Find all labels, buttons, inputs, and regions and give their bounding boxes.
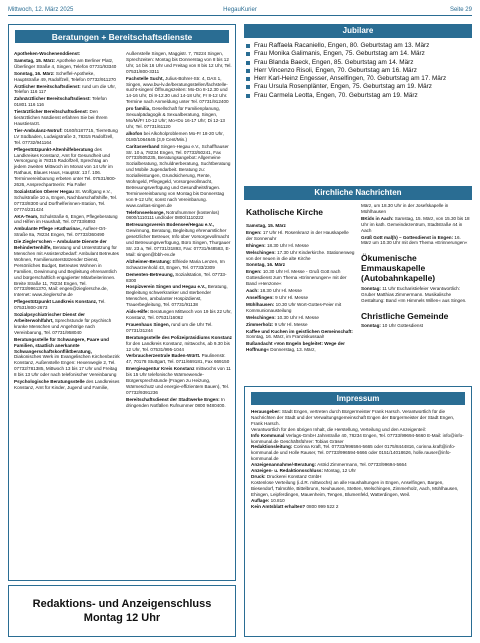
- beratung-entry: [126, 222, 232, 257]
- beratung-entry: [126, 284, 232, 308]
- beratung-entry-text: Sozialstation, Tel. 07733-8300: [126, 271, 227, 283]
- beratung-entry-label: Telefonseelsorge,: [126, 209, 165, 215]
- beratung-entry-label: Sonntag, 16. März:: [14, 70, 55, 76]
- emmauskapelle-heading: Ökumenische Emmauskapelle (Autobahnkapelle): [361, 253, 436, 284]
- beratung-entry-text: In dringenden Notfällen Rufnummer 0800 9480400.: [126, 396, 226, 408]
- beratung-entry: [14, 71, 120, 83]
- emmaus-entry-label: Sonntag:: [361, 286, 381, 292]
- beratung-entry: [14, 189, 120, 213]
- kirche-entry-label: Kaffee und Kuchen im geistlichen Gemeinschaft:: [246, 328, 353, 334]
- impressum-entry-text: 10.810: [270, 497, 285, 503]
- impressum-entry-text: Kostenlose Verteilung (i.d.R. mittwochs) an alle Haushaltungen in Engen, Anselfingen, Bargen, Biesendorf, Talmühle, Bittelbrunn, Neuhausen, Stetten, Welschingen, Zimmerholz, Aach, Mühlhausen, Ehingen, Leipferdingen, Mauenheim, Tengen, Blumenfeld, Watterdingen, Weil.: [251, 479, 459, 497]
- kirche-entry-text: 16. März um 10.30 Uhr mit dem Thema »Erinnerungen«: [361, 234, 468, 246]
- beratung-entry-text: St. Wolfgang e.V., Schulstraße 10 a, Engen, Nachbarschaftshilfe, Tel. 07733/8300 und Dorfhelferinnen-Station, Tel. 07774/231424: [14, 188, 118, 212]
- beratung-entry-text: des Landkreises Konstanz, Amt für Gesundheit und Versorgung in 78315 Radolfzell, Sprechtag an jedem zweiten Mittwoch im Monat von 14 Uhr im Rathaus, Blaues Haus, Hauptstr. 13 f. 106. Terminvereinbarung erbeten unter Tel. 07531/800-2626, Ansprechpartnerin: Pia Faller: [14, 146, 117, 188]
- beratung-entry: [14, 96, 120, 108]
- beratung-entry-label: Verbraucherzentrale Baden-Württ.: [126, 353, 201, 359]
- impressum-entry: [251, 444, 465, 462]
- kirche-entry: [246, 269, 356, 287]
- redaktionsschluss-line-1: Redaktions- und Anzeigenschluss: [32, 598, 212, 610]
- impressum-entry-text: Stadt Engen, vertreten durch Bürgermeister Frank Harsch. Verantwortlich für die Nachrichten der Stadt und der Verwaltungsgemeinschaft Engen der Bürgermeister der Stadt Engen, Frank Harsch.: [251, 409, 455, 426]
- beratung-entry: [14, 128, 120, 146]
- beratung-entry: [14, 226, 120, 238]
- kirche-entry-label: Engen:: [246, 229, 262, 235]
- kirche-entry-label: BKids in Aach:: [361, 215, 394, 221]
- beratung-title: Beratungen + Bereitschaftsdienste: [15, 30, 229, 43]
- kirche-entry-text: 17.30 Uhr Kinderkirche. Stationenweg von der neuen in die alte Kirche: [246, 249, 355, 261]
- kirche-entry: [246, 288, 356, 294]
- beratung-entry-text: Julius-Bührer-Str. 4, DAS 1, Singen, www.bw-lv.de/beratungsstellen/fachstelle-sucht-singen/ Öffnungszeiten: Mo-Do 8-12.30 und 14-16 Uhr, Di 8-12.30 und 14-18 Uhr, Fr 8-12 Uhr. Termine nach Anmeldung unter Tel. 07731/912400: [126, 75, 229, 105]
- beratung-entry-text: Beratung, Begleitung schwerkranker und sterbender Menschen, ambulanter Hospizdienst, Trauerbegleitung, Tel. 07731/91138: [126, 284, 228, 308]
- kirche-entry: [246, 322, 356, 328]
- kirche-entry-label: Samstag, 15. März: [246, 223, 286, 228]
- kirche-entry: [361, 203, 472, 215]
- beratung-entry: [14, 239, 120, 298]
- beratung-entry-label: Hospizverein Singen und Hegau e.V.,: [126, 284, 207, 290]
- beratung-entry: [14, 58, 120, 70]
- beratung-entry: [14, 337, 120, 378]
- beratung-entry-label: Samstag, 15. März:: [14, 57, 56, 63]
- impressum-entry-label: Anzeigen- u. Redaktionsschluss:: [251, 468, 323, 474]
- redaktionsschluss-line-2: Montag 12 Uhr: [83, 612, 161, 624]
- christliche-gemeinde-list: [361, 323, 472, 329]
- kirche-entry: [246, 295, 356, 301]
- beratung-entry: [126, 76, 232, 106]
- beratung-entry-label: Ärztlicher Bereitschaftsdienst:: [14, 83, 81, 89]
- impressum-entry: [251, 409, 465, 427]
- kirche-entry-text: Sonntag, 16. März, im Franziskussaal!: [246, 334, 325, 340]
- beratung-entry: [126, 106, 232, 130]
- beratung-entry-text: rund um die Uhr, Telefon 116 117: [14, 83, 116, 95]
- beratung-entry: [14, 312, 120, 336]
- beratung-entry-label: Caritasverband: [126, 143, 160, 149]
- beratung-entry: [14, 109, 120, 127]
- beratung-entry-text: Gesellschaft für Familienplanung, Sexualpädagogik & Sexualberatung, Singen, Mo/Mi/Fr 10-12 Uhr; Mo+Do 16-17 Uhr; Di 12-13 Uhr, Tel. 07731/61120: [126, 106, 225, 129]
- beratung-entry: [126, 259, 232, 271]
- kirche-column-left: [246, 207, 356, 354]
- gemeinde-entry: [361, 323, 472, 329]
- kirche-entry-label: Anselfingen:: [246, 294, 274, 300]
- beratung-entry: [14, 51, 120, 57]
- beratung-entry-label: Betreuungsverein Bodensee/Hegau e.V.,: [126, 222, 214, 228]
- kirche-entry: [246, 243, 356, 249]
- kirche-entry-label: Welschingen:: [246, 249, 276, 255]
- beratung-entry: [126, 144, 232, 209]
- beratung-entry: [126, 309, 232, 321]
- impressum-entry-label: Auflage:: [251, 497, 270, 503]
- kirche-entry-text: 10.30 Uhr Hl. Messe - Gruß Gott nach Gottesdienst zum Thema »Erinnerungen« mit der Band »Henzone«: [246, 269, 347, 287]
- beratung-entry: [14, 214, 120, 226]
- kirche-entry-text: 9 Uhr Hl. Messe: [275, 294, 309, 300]
- kirche-entry-text: 18.30 Uhr Hl. Messe: [266, 242, 309, 248]
- kirche-entry: [246, 262, 356, 268]
- beratung-entry: [126, 272, 232, 284]
- kirche-entry-text: Donnerstag, 13. März,: [270, 347, 316, 353]
- gemeinde-entry-text: 10 Uhr Gottesdienst: [382, 323, 424, 329]
- kirche-entry-text: 18.30 Uhr Hl. Messe: [260, 288, 302, 294]
- impressum-box: [244, 386, 472, 637]
- beratung-entry-text: Den tierärztlichen Notdienst erfahren Sie bei Ihrem Haustierarzt.: [14, 109, 108, 126]
- impressum-entry: [251, 433, 465, 445]
- beratung-entry-text: Tel. 07531/800-2673: [14, 299, 106, 311]
- beratung-entry-text: des Landkreises Konstanz, Amt für Kinder, Jugend und Familie,: [14, 379, 120, 390]
- beratung-entry-text: Singen-Hegau e.V., Schaffhauser Str. 10 a, 78234 Engen, Tel. 07733/50241, Fax 07733/505235, Beratungsangebot: Allgemeine Sozialberatung, Schuldnerberatung, Suchtberatung und Mobile Jugendarbeit. Beratung zu: Sozialleistungen, Grundsicherung, Rente, Wohngeld, Pflegegeld, Vorsorgevollmacht, Betreuungsverfügung und Gesundheitsfragen. Terminvereinbarung von Montag bis Donnerstag von 9-12 Uhr, sonst nach Vereinbarung. www.caritas-singen.de: [126, 143, 231, 208]
- kirche-entry-label: Engen:: [246, 269, 262, 275]
- impressum-entry-label: Info Kommunal: [251, 432, 285, 438]
- impressum-entry-text: Verantwortlich für den übrigen Inhalt, die Herstellung, Verteilung und den Anzeigenteil:: [251, 426, 426, 432]
- beratung-entry-text: bei Alkoholproblemen Mo-Fr 18-20 Uhr, 0180/1064645 (3,9 Cent/Min.): [126, 130, 224, 142]
- impressum-entry-text: 0800 999 522 2: [306, 503, 339, 509]
- kirche-entry-text: 17 Uhr Hl. Rosenkranz in der Hauskapelle der Sonnenuhr: [246, 229, 349, 241]
- kirche-column-right: [361, 203, 472, 330]
- beratung-entry-label: Pflegestützpunkt Landkreis Konstanz,: [14, 299, 98, 305]
- kirche-entry: [246, 315, 356, 321]
- impressum-entry-label: Kein Amtsblatt erhalten?: [251, 503, 306, 509]
- kirche-right-list: [361, 203, 472, 246]
- emmaus-entry: [361, 286, 472, 304]
- kirche-entry-label: Grüß Gott mal(h) – Gottesdienst in Engen:: [361, 234, 454, 240]
- beratung-column-1: [14, 51, 120, 392]
- page-number: Seite 29: [449, 7, 472, 13]
- beratung-entry: [126, 397, 232, 409]
- gemeinde-entry-label: Sonntag:: [361, 323, 381, 329]
- page-header: [8, 6, 472, 16]
- beratung-entry-text: Aufleer-Ort-Straße 8a, 78234 Engen, Tel. 07733/360490: [14, 226, 107, 238]
- emmauskapelle-list: [361, 286, 472, 304]
- kirche-entry-label: Welschingen:: [246, 314, 276, 320]
- paper-name: HegauKurier: [223, 7, 257, 13]
- kirche-entry: [246, 230, 356, 242]
- beratung-entry-label: Bereitschaftsdienst der Stadtwerke Engen:: [126, 396, 220, 402]
- beratung-entry-label: Fachstelle Sucht,: [126, 75, 164, 81]
- katholische-kirche-heading: Katholische Kirche: [246, 207, 323, 217]
- kirche-entry: [246, 302, 356, 314]
- impressum-entry-text: Montag, 12 Uhr: [324, 468, 356, 474]
- kirche-entry-text: 10.30 Uhr Hl. Messe: [277, 314, 319, 320]
- beratung-entry-label: Tier-Ambulanz-Notruf:: [14, 127, 63, 133]
- beratung-entry: [126, 322, 232, 334]
- beratung-entry-text: Notrufnummer (kostenlos) 0800/1110111 und/oder 0800/1110222: [126, 209, 220, 221]
- beratung-entry-label: Alzheimer-Beratung:: [126, 258, 172, 264]
- beratung-entry-text: Gewinnung, Beratung, Begleitung ehrenamtlicher gesetzlicher Betreuer, Info über Vorsorgevollmacht und Betreuungsverfügung, Büro Singen, Thurgauer Str. 23 a, Tel. 07731/31893, Fax: 07731/948583, E-Mail: singen@bbh-ev.de: [126, 228, 231, 257]
- impressum-entry: [251, 480, 465, 498]
- kirche-entry-text: 10.30 Uhr Wort-Gottes-Feier mit Kommunionausteilung: [246, 301, 342, 313]
- christliche-gemeinde-heading: Christliche Gemeinde: [361, 311, 449, 322]
- issue-date: Mittwoch, 12. März 2025: [8, 7, 74, 13]
- beratung-entry-text: Elfriede Maria Lenzen, Im Schwarzenhold 43, Engen, Tel. 07733/2309: [126, 258, 225, 270]
- beratung-entry-label: Aids-Hilfe:: [126, 309, 149, 315]
- beratung-entry: [14, 379, 120, 391]
- beratung-entry: [126, 335, 232, 353]
- redaktionsschluss-box: [8, 585, 236, 637]
- impressum-entry-label: Anzeigenannahme/-Beratung:: [251, 462, 317, 468]
- beratung-entry: [126, 353, 232, 365]
- beratung-entry-text: Schulstraße 6, Engen, Pflegeberatung und Hilfen im Haushalt, Tel. 07733/6893: [14, 213, 118, 225]
- jubilar-item: Frau Blanda Baeck, Engen, 85. Geburtstag am 14. März: [246, 59, 472, 67]
- kirche-entry: [361, 216, 472, 234]
- impressum-title: Impressum: [251, 392, 465, 405]
- kirche-entry-text: Samstag, 15. März, von 15.30 bis 18 Uhr im kath. Gemeindezentrum, Stadtstraße 44 in Aach: [361, 215, 470, 233]
- beratung-entry-label: Beratungsstelle für Schwangere, Paare und Familien, staatlich anerkannte Schwangerschaftskonfliktberatung,: [14, 336, 109, 354]
- beratung-entry-label: pro familia,: [126, 106, 151, 112]
- impressum-text: [251, 409, 465, 509]
- jubilar-item: Frau Ursula Rosenplänter, Engen, 75. Geburtstag am 19. März: [246, 83, 472, 91]
- impressum-entry: [251, 504, 465, 510]
- beratung-entry: [126, 51, 232, 75]
- beratung-entry-label: Sozialpsychiatrischer Dienst der Arbeiterwohlfahrt,: [14, 312, 85, 323]
- kirche-entry: [246, 329, 356, 341]
- beratung-box: [8, 24, 236, 581]
- jubilare-title: Jubilare: [244, 24, 472, 38]
- beratung-entry-label: Psychologische Beratungsstelle: [14, 379, 85, 385]
- kirche-entry-label: Ehingen:: [246, 242, 266, 248]
- beratung-entry-label: Energieagentur Kreis Konstanz: [126, 366, 195, 372]
- beratung-entry-label: Tierärztlicher Bereitschaftsdienst:: [14, 109, 89, 115]
- beratung-entry-label: Beratungsstelle des Polizeipräsidiums Konstanz: [126, 334, 232, 340]
- impressum-entry-text: Verlags-GmbH Jahnstraße 40, 78234 Engen, Tel. 07733/99694-5660 E-Mail: info@info-kommunal.de Geschäftsführer: Tobias Gräser: [251, 432, 464, 444]
- beratung-entry: [126, 131, 232, 143]
- kirche-entry-text: 9 Uhr Hl. Messe: [274, 321, 308, 327]
- kirche-entry-label: Aach:: [246, 288, 259, 294]
- kirche-entry-label: Zimmerholz:: [246, 321, 274, 327]
- beratung-entry-text: Paulinenstr. 47, 70178 Stuttgart, Tel. 0711/669181, Fax 669150: [126, 353, 230, 365]
- beratung-entry-text: Außenstelle Singen, Maggistr. 7, 78224 Singen, Sprechzeiten: Montag bis Donnerstag von 8 bis 12 Uhr, 14 bis 16 Uhr und Freitag von 8 bis 12 Uhr, Tel. 07531/800-3311: [126, 51, 232, 74]
- beratung-entry-text: mittwochs von 11 bis 15 Uhr telefonische Wärmewende-Bürgersprechstunde (Fragen zu Heizung, Wärmeschutz und energie-effizientem Bauen), Tel. 07732/9391236: [126, 366, 231, 395]
- impressum-entry-text: Astrid Zimmermann, Tel. 07733/99694-5664: [317, 462, 407, 468]
- beratung-entry-text: für den Landkreis Konstanz, mittwochs, ab 9.30 bis 12 Uhr, Tel. 07531/995-1044: [126, 340, 230, 352]
- beratung-column-2: [126, 51, 232, 410]
- impressum-entry-label: Herausgeber:: [251, 409, 281, 414]
- beratung-entry-label: Ambulante Pflege »Katharina«,: [14, 226, 82, 232]
- beratung-entry-label: AKA-Team,: [14, 213, 39, 219]
- beratung-entry: [14, 147, 120, 188]
- beratung-entry-text: Sprechstunde für psychisch kranke Menschen und Angehörige nach Vereinbarung, Tel. 07731/958040: [14, 317, 112, 335]
- beratung-entry-text: Scheffel-Apotheke, Hauptstraße 49, Radolfzell, Telefon 07732/911270: [14, 70, 116, 82]
- jubilar-item: Frau Raffaela Racaniello, Engen, 80. Geburtstag am 13. März: [246, 42, 472, 50]
- beratung-entry: [14, 299, 120, 311]
- beratung-entry-label: Frauenhaus Singen,: [126, 321, 170, 327]
- beratung-entry-label: Apotheken-Wochenenddienst:: [14, 51, 81, 56]
- kirche-entry: [246, 341, 356, 353]
- kirche-title: Kirchliche Nachrichten: [244, 186, 472, 200]
- beratung-entry-text: Telefon 01801 116 116: [14, 96, 107, 108]
- beratung-entry: [14, 84, 120, 96]
- impressum-entry-label: Druck:: [251, 473, 266, 479]
- jubilar-item: Herr Vincenzo Risoli, Engen, 70. Geburtstag am 16. März: [246, 67, 472, 75]
- kirche-entry: [361, 235, 472, 247]
- beratung-entry-text: 0160/5187715, Tierrettung LV Südbaden, Ludwigstraße 3, 78315 Radolfzell, Tel. 07732/941164: [14, 127, 118, 145]
- jubilare-list: [246, 42, 472, 100]
- beratung-entry-label: Zahnärztlicher Bereitschaftsdienst:: [14, 96, 91, 102]
- jubilar-item: Herr Karl-Heinz Engesser, Anselfingen, 70. Geburtstag am 17. März: [246, 75, 472, 83]
- impressum-entry-label: Redaktionsleitung:: [251, 444, 293, 450]
- beratung-entry-text: rund um die Uhr Tel. 07731/31244: [126, 321, 213, 333]
- kirche-entry: [246, 250, 356, 262]
- beratung-entry-text: Apotheke am Berliner Platz, Überlinger Straße 4, Singen, Telefon 07731/93340: [14, 57, 117, 69]
- impressum-entry-text: Corinna Kraft, Tel. 07733/996594-5665 oder 0175/8444816, corinna.kraft@info-kommunal.de und Holle Rauser, Tel. 07733/996594-5666 oder 0151/14018626, holle.rauser@info-kommunal.de: [251, 444, 456, 462]
- beratung-entry: [126, 366, 232, 396]
- beratung-entry-label: Dementen-Betreuung,: [126, 271, 174, 277]
- kirche-entry: [246, 223, 356, 229]
- kirche-entry-label: Sonntag, 16. März: [246, 262, 286, 268]
- katholische-kirche-list: [246, 223, 356, 353]
- beratung-entry-label: Sozialstation Oberer Hegau: [14, 188, 74, 194]
- beratung-entry-label: Die Ziegler'schen – Ambulante Dienste der Behindertenhilfe,: [14, 239, 107, 251]
- kirche-entry-text: März, um 18.30 Uhr in der Josefskapelle in Mühlhausen: [361, 203, 449, 214]
- jubilar-item: Frau Carmela Leotta, Engen, 70. Geburtstag am 19. März: [246, 92, 472, 100]
- kirche-entry-label: Mühlhausen:: [246, 301, 275, 307]
- beratung-entry-label: Pflegestützpunkt-Altenhilfeberatung: [14, 146, 94, 152]
- beratung-entry-text: Diakonisches Werk im Evangelischen Kirchenbezirk Konstanz, Außenstelle Engen: Hexenwegle 2, Tel. 07732/781385, Mittwoch 13 bis 17 Uhr und Freitag 8 bis 13 Uhr oder nach telefonischer Vereinbarung: [14, 354, 120, 378]
- kirche-entry-label: Bußandacht »Von Engeln begleitet: Wege der Hoffnung«: [246, 341, 345, 353]
- beratung-entry: [126, 210, 232, 222]
- jubilar-item: Frau Monika Galimanis, Engen, 75. Geburtstag am 14. März: [246, 50, 472, 58]
- beratung-entry-text: Beratungen Mittwoch von 19 bis 22 Uhr, Konstanz, Tel. 07531/16062: [126, 309, 232, 320]
- beratung-entry-text: Beratung und Unterstützung für Menschen mit Assistenzbedarf: Ambulant Betreutes Wohnen, Familienunterstützender Dienst, Persönliches Budget, Betreutes Wohnen in Familien, Gewinnung und Begleitung ehrenamtlich und bürgerschaftlich engagierter Mitarbeiterinnen. Breite Straße 11, 78234 Engen, Tel. 07733/9961370, Mail: engen@zieglersche.de, Internet: www.zieglersche.de: [14, 245, 119, 298]
- beratung-entry-label: alkofon: [126, 130, 143, 136]
- emmaus-entry-text: 11 Uhr Eucharistiefeier Verantwortlich: Gruber Matthias Zimmermann. Musikalische Gestaltung: Band »Im Himmels Willen« aus Singen.: [361, 286, 467, 304]
- impressum-entry-text: Druckerei Konstanz GmbH: [266, 473, 322, 479]
